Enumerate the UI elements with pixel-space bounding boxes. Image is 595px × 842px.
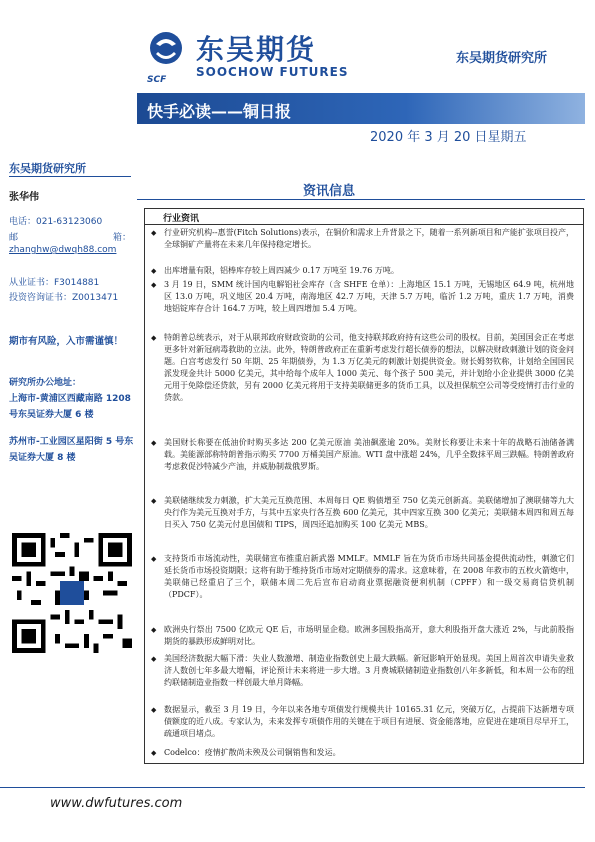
bullet-icon: ◆ — [151, 229, 157, 237]
news-item-text: 美国财长称要在低油价时购买多达 200 亿美元原油 美油飙涨逾 20%。美财长称要让未来十年的战略石油储备满载。美能源部称特朗普指示购买 7700 万桶美国产原油。WTI 盘中涨超 24%，几乎全数抹平周三跌幅。特朗普政府考虑救促沙特减少产油，并威胁制裁俄罗斯。 — [164, 438, 574, 471]
contact-phone: 电话：021-63123060 — [9, 217, 103, 227]
brand-abbreviation: SCF — [147, 75, 167, 85]
email-label-char: 邮 — [9, 233, 19, 243]
bullet-icon: ◆ — [151, 497, 157, 505]
report-title: 快手必读——铜日报 — [147, 102, 292, 121]
risk-warning: 期市有风险，入市需谨慎！ — [9, 336, 124, 347]
section-divider — [137, 199, 585, 200]
section-title: 资讯信息 — [303, 184, 356, 199]
bullet-icon: ◆ — [151, 267, 157, 275]
report-date: 2020 年 3 月 20 日星期五 — [370, 130, 527, 145]
contact-email-link[interactable]: zhanghw@dwqh88.com — [9, 245, 117, 255]
company-logo-icon — [148, 30, 184, 74]
sidebar-heading: 东吴期货研究所 — [9, 162, 86, 175]
brand-name-english: SOOCHOW FUTURES — [196, 65, 349, 79]
news-item-text: 特朗普总统表示，对于从联邦政府财政资助的公司，他支持联邦政府持有这些公司的股权。目前，美国国会正在考虑更多针对新冠病毒救助的立法。此外，特朗普政府正在重新考虑发行超长债券的想法，以解决财政刺激计划的资金问题。白宫考虑发行 50 年期、25 年期债券，为 1.3 万亿美元的刺激计划提供资金。财长姆努钦称，计划给全国国民派发现金共计 5000 亿美元，其中给每个成年人 1000 美元、每个孩子 500 美元，并计划给小企业提供 3000 亿美元用于免除偿还贷款，另有 2000 亿美元将用于支持美联储更多的货币工具，以及担保航空公司等受疫情打击行业的贷款。 — [164, 333, 574, 402]
qr-code-icon — [12, 533, 132, 653]
bullet-icon: ◆ — [151, 334, 157, 342]
office-address-heading: 研究所办公地址： — [9, 378, 82, 388]
bullet-icon: ◆ — [151, 706, 157, 714]
news-item-text: 欧洲央行祭出 7500 亿欧元 QE 后，市场明显企稳。欧洲多国股指高开，意大利股指开盘大涨近 2%，与此前股指期货的暴跌形成鲜明对比。 — [164, 625, 574, 646]
bullet-icon: ◆ — [151, 626, 157, 634]
news-box — [144, 208, 584, 764]
analyst-name: 张华伟 — [9, 192, 39, 203]
bullet-icon: ◆ — [151, 281, 157, 289]
office-address-shanghai: 上海市-黄浦区西藏南路 1208 号东吴证券大厦 6 楼 — [9, 394, 131, 420]
office-address-suzhou: 苏州市-工业园区星阳街 5 号东吴证券大厦 8 楼 — [9, 437, 134, 463]
investment-advisory-certificate: 投资咨询证书：Z0013471 — [9, 293, 119, 303]
news-item-text: Codelco：疫情扩散尚未殃及公司铜销售和发运。 — [164, 748, 341, 757]
email-label-suffix: 箱： — [112, 233, 131, 243]
news-item-text: 出库增量有限，铝棒库存较上周四减少 0.17 万吨至 19.76 万吨。 — [164, 266, 399, 275]
news-item-text: 行业研究机构--惠誉(Fitch Solutions)表示，在铜价和需求上升背景之下，随着一系列新项目和产能扩张项目投产，全球铜矿产量将在未来几年保持稳定增长。 — [164, 228, 574, 249]
news-item-text: 数据显示，截至 3 月 19 日，今年以来各地专项债发行规模共计 10165.31 亿元，突破万亿，占提前下达新增专项债额度的近八成。专家认为，未来发挥专项债作用的关键在于项目有进展、资金能落地，应促进在建项目尽早开工，疏通项目堵点。 — [164, 705, 574, 738]
footer-website-link[interactable]: www.dwfutures.com — [50, 796, 183, 811]
news-item-text: 美国经济数据大幅下滑：失业人数激增、制造业指数创史上最大跌幅。新冠影响开始显现。美国上周首次申请失业救济人数创七年多最大增幅，评论预计未来将进一步大增。3 月费城联储制造业指数创八年多新低，和本周一公布的纽约联储制造业指数一样创最大单月降幅。 — [164, 654, 574, 687]
contact-email-label — [9, 230, 131, 243]
news-item-text: 3 月 19 日，SMM 统计国内电解铝社会库存（含 SHFE 仓单）：上海地区 15.1 万吨，无锡地区 64.9 吨，杭州地区 13.0 万吨，巩义地区 20.4 万吨，南海地区 42.7 万吨，天津 5.7 万吨，临沂 1.2 万吨，重庆 1.7 万吨，消费地铝锭库存合计 164.7 万吨，较上周四增加 5.4 万吨。 — [164, 280, 574, 313]
news-item-text: 支持货币市场流动性，美联储宣布推重启新武器 MMLF。MMLF 旨在为货币市场共同基金提供流动性，刺激它们延长货币市场投资期限；这将有助于维持货币市场对定期债券的需求。这意味着，在 2008 年救市的五枚火箭炮中，美联储已经重启了三个，联储本周二先后宣布启动商业票据融资便利机制（CPFF）和一级交易商信贷机制（PDCF）。 — [164, 554, 574, 599]
sidebar-divider — [9, 176, 131, 177]
footer-divider — [0, 787, 585, 788]
bullet-icon: ◆ — [151, 555, 157, 563]
news-box-header: 行业资讯 — [145, 209, 583, 225]
header-institute-name: 东吴期货研究所 — [456, 51, 548, 66]
bullet-icon: ◆ — [151, 655, 157, 663]
news-item-text: 美联储继续发力刺激，扩大美元互换范围、本周每日 QE 购债增至 750 亿美元创新高。美联储增加了澳联储等九大央行作为美元互换对手方，与其中五家央行各互换 600 亿美元，其中四家互换 300 亿美元；美联储本周四和周五每日买入 750 亿美元付息国债和 TIPS，周四还追加购买 100 亿美元 MBS。 — [164, 496, 574, 529]
practice-certificate: 从业证书：F3014881 — [9, 278, 100, 288]
bullet-icon: ◆ — [151, 749, 157, 757]
bullet-icon: ◆ — [151, 439, 157, 447]
brand-name-chinese: 东吴期货 — [196, 33, 317, 66]
